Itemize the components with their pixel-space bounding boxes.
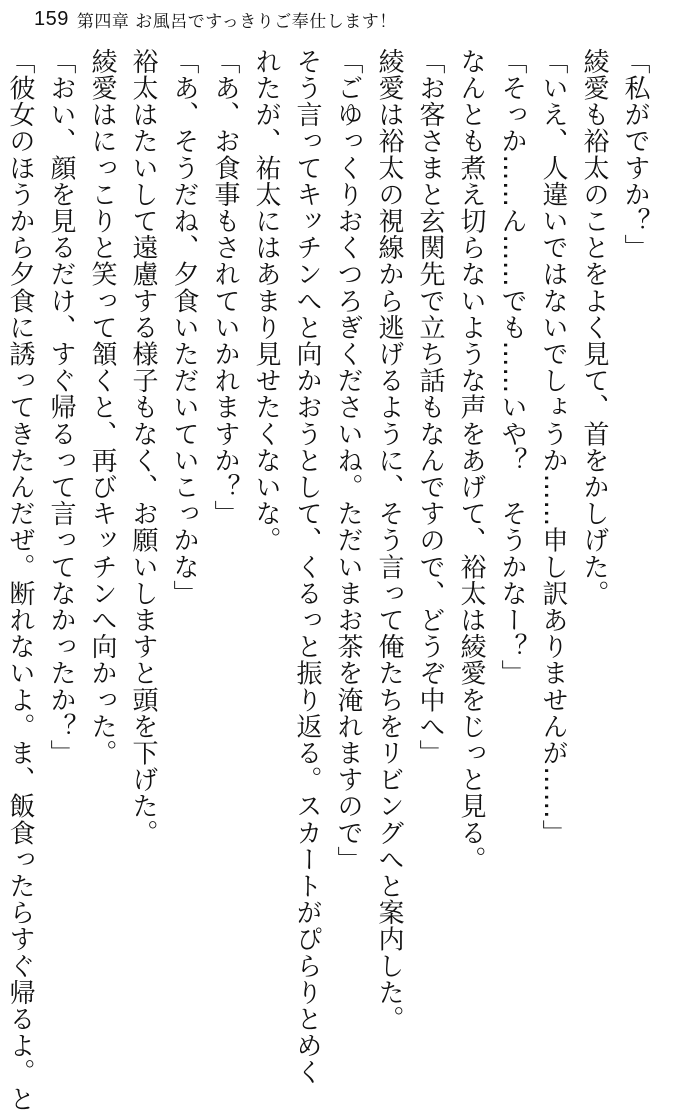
text-line: 「あ、そうだね、夕食いただいていこっかな」 (169, 48, 199, 607)
text-line: 「そっか……ん……でも……いや？ そうかなー？」 (497, 48, 527, 687)
text-line: 「お客さまと玄関先で立ち話もなんですので、どうぞ中へ」 (415, 48, 445, 767)
text-line: 綾愛は裕太の視線から逃げるように、そう言って俺たちをリビングへと案内した。 (374, 48, 404, 1033)
vertical-body-text (5, 48, 655, 1112)
text-line: 「おい、顔を見るだけ、すぐ帰るって言ってなかったか？」 (46, 48, 76, 767)
text-line: 綾愛はにっこりと笑って頷くと、再びキッチンへ向かった。 (87, 48, 117, 767)
text-line: 「私がですか？」 (620, 48, 650, 261)
text-line: 「彼女のほうから夕食に誘ってきたんだぜ。断れないよ。ま、飯食ったらすぐ帰るよ。と (5, 48, 35, 1112)
text-line: 裕太はたいして遠慮する様子もなく、お願いしますと頭を下げた。 (128, 48, 158, 846)
text-line: そう言ってキッチンへと向かおうとして、くるっと振り返る。スカートがぴらりとめく (292, 48, 322, 1086)
text-line: 綾愛も裕太のことをよく見て、首をかしげた。 (579, 48, 609, 607)
text-line: れたが、祐太にはあまり見せたくないな。 (251, 48, 281, 554)
page-header (34, 6, 397, 32)
text-line: 「あ、お食事もされていかれますか？」 (210, 48, 240, 527)
chapter-title: 第四章 お風呂ですっきりご奉仕します！ (76, 11, 397, 32)
text-line: 「いえ、人違いではないでしょうか……申し訳ありませんが……」 (538, 48, 568, 846)
text-line: 「ごゆっくりおくつろぎくださいね。ただいまお茶を淹れますので」 (333, 48, 363, 873)
text-line: なんとも煮え切らないような声をあげて、裕太は綾愛をじっと見る。 (456, 48, 486, 873)
page-number: 159 (34, 7, 69, 30)
